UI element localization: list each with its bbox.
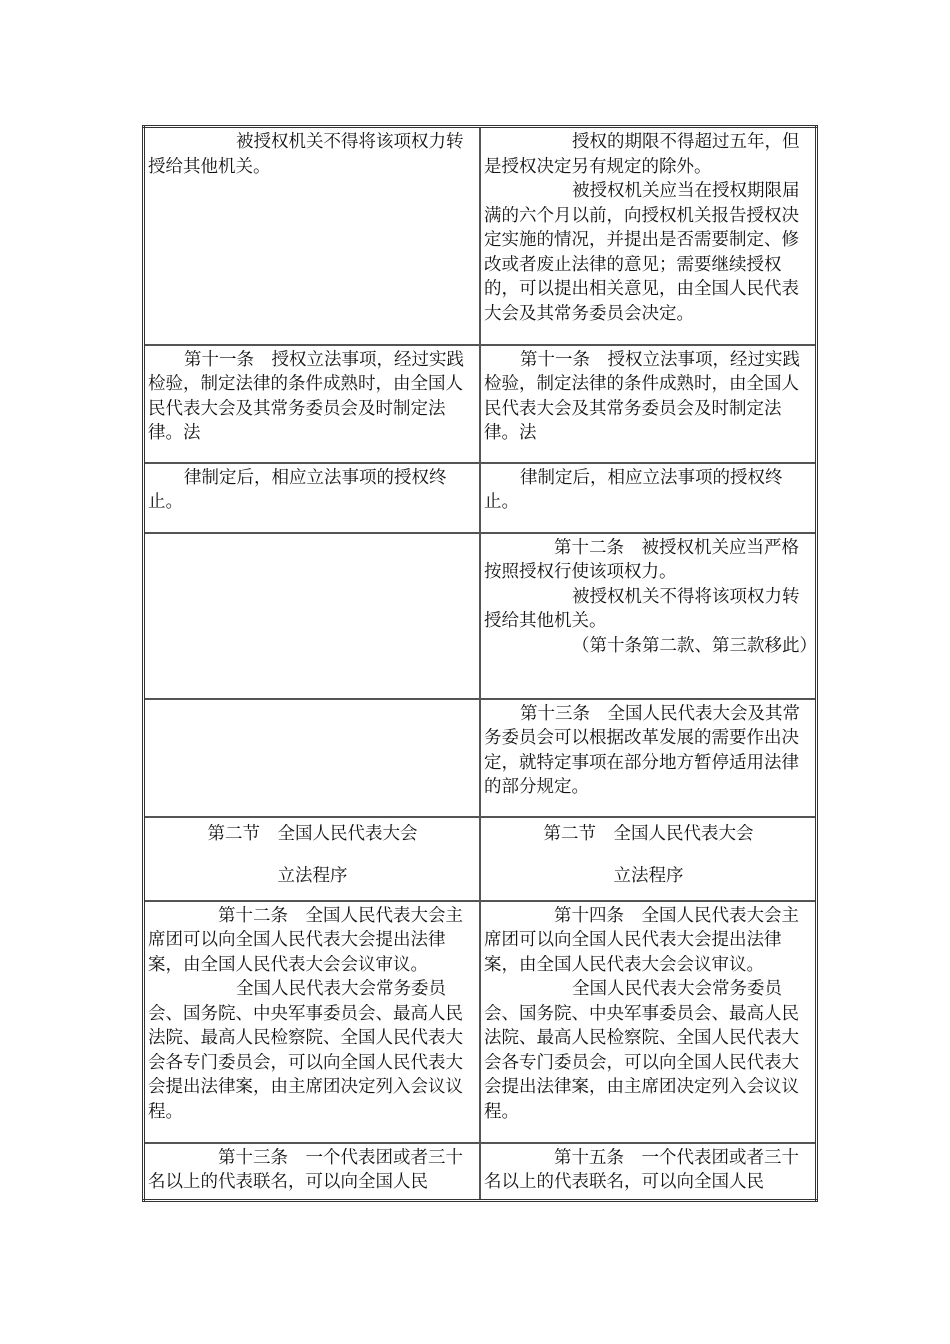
law-comparison-table (142, 125, 818, 1202)
section-heading: 立法程序 (613, 866, 684, 886)
old-text-cell (144, 533, 481, 699)
old-text-cell (144, 127, 481, 345)
section-heading: 立法程序 (277, 866, 348, 886)
table-row (144, 1143, 817, 1201)
old-text-cell (144, 345, 481, 463)
table-row (144, 345, 817, 463)
paragraph: 被授权机关不得将该项权力转授给其他机关。 (484, 586, 800, 631)
new-text-cell (480, 1143, 817, 1201)
paragraph: 律制定后，相应立法事项的授权终止。 (484, 467, 783, 512)
paragraph: 全国人民代表大会常务委员会、国务院、中央军事委员会、最高人民法院、最高人民检察院、全国人民代表大会各专门委员会，可以向全国人民代表大会提出法律案，由主席团决定列入会议议程。 (484, 979, 799, 1122)
old-text-cell (144, 699, 481, 817)
paragraph: 律制定后，相应立法事项的授权终止。 (148, 467, 447, 512)
table-row (144, 127, 817, 345)
old-text-cell (144, 817, 481, 901)
paragraph: 第十二条 全国人民代表大会主席团可以向全国人民代表大会提出法律案，由全国人民代表大会会议审议。 (148, 905, 463, 975)
paragraph: 被授权机关应当在授权期限届满的六个月以前，向授权机关报告授权决定实施的情况，并提出是否需要制定、修改或者废止法律的意见；需要继续授权的，可以提出相关意见，由全国人民代表大会及其常务委员会决定。 (484, 181, 800, 324)
table-row (144, 533, 817, 699)
paragraph: 第十三条 全国人民代表大会及其常务委员会可以根据改革发展的需要作出决定，就特定事项在部分地方暂停适用法律的部分规定。 (484, 703, 800, 797)
section-heading: 第二节 全国人民代表大会 (207, 823, 418, 844)
paragraph: 授权的期限不得超过五年，但是授权决定另有规定的除外。 (484, 132, 800, 177)
paragraph: 第十四条 全国人民代表大会主席团可以向全国人民代表大会提出法律案，由全国人民代表大会会议审议。 (484, 905, 799, 975)
table-row (144, 699, 817, 817)
new-text-cell (480, 127, 817, 345)
section-heading: 第二节 全国人民代表大会 (543, 823, 754, 844)
new-text-cell (480, 345, 817, 463)
table-row (144, 901, 817, 1143)
old-text-cell (144, 463, 481, 533)
old-text-cell (144, 1143, 481, 1201)
new-text-cell (480, 699, 817, 817)
table-row (144, 463, 817, 533)
new-text-cell (480, 901, 817, 1143)
table-row (144, 817, 817, 901)
paragraph: 全国人民代表大会常务委员会、国务院、中央军事委员会、最高人民法院、最高人民检察院、全国人民代表大会各专门委员会，可以向全国人民代表大会提出法律案，由主席团决定列入会议议程。 (148, 979, 463, 1122)
paragraph: 第十五条 一个代表团或者三十名以上的代表联名，可以向全国人民 (484, 1147, 799, 1192)
paragraph: 第十二条 被授权机关应当严格按照授权行使该项权力。 (484, 537, 799, 582)
old-text-cell (144, 901, 481, 1143)
new-text-cell (480, 817, 817, 901)
paragraph: 第十一条 授权立法事项，经过实践检验，制定法律的条件成熟时，由全国人民代表大会及其常务委员会及时制定法律。法 (484, 349, 800, 443)
paragraph: （第十条第二款、第三款移此） (572, 635, 817, 656)
new-text-cell (480, 463, 817, 533)
paragraph: 第十一条 授权立法事项，经过实践检验，制定法律的条件成熟时，由全国人民代表大会及其常务委员会及时制定法律。法 (148, 349, 464, 443)
paragraph: 第十三条 一个代表团或者三十名以上的代表联名，可以向全国人民 (148, 1147, 463, 1192)
new-text-cell (480, 533, 817, 699)
paragraph: 被授权机关不得将该项权力转授给其他机关。 (148, 132, 464, 177)
